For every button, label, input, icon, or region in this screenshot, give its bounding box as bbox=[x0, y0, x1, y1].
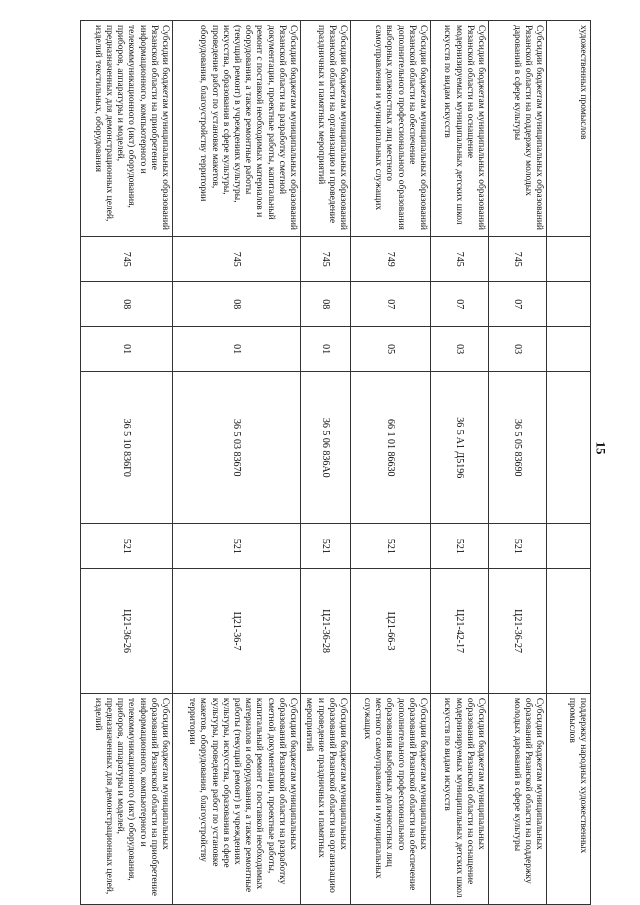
cell-grbs bbox=[547, 237, 591, 282]
cell-grbs: 745 bbox=[81, 237, 173, 282]
cell-desc: Субсидии бюджетам муниципальных образований Рязанской области на приобретение информационного, компьютерного и телекоммуникационного (икт) оборудования, приборов, аппаратуры и моделей, предназначенных для демонстрационных целей, изделий bbox=[81, 693, 173, 904]
table-row bbox=[489, 21, 547, 905]
cell-pr: 01 bbox=[81, 327, 173, 372]
table-row bbox=[173, 21, 301, 905]
cell-desc: Субсидии бюджетам муниципальных образований Рязанской области на организацию и проведение праздничных и памятных мероприятий bbox=[301, 693, 351, 904]
table-row bbox=[301, 21, 351, 905]
cell-pr: 03 bbox=[431, 327, 489, 372]
cell-name: Субсидии бюджетам муниципальных образований Рязанской области на приобретение информационного, компьютерного и телекоммуникационного (икт) оборудования, приборов, аппаратуры и моделей, предназначенных для демонстрационных целей, изделий текстильных, оборудования bbox=[81, 21, 173, 237]
table-row bbox=[351, 21, 431, 905]
cell-pr: 01 bbox=[173, 327, 301, 372]
cell-pr: 05 bbox=[351, 327, 431, 372]
cell-code: Ц21-36-28 bbox=[301, 569, 351, 694]
cell-vr: 521 bbox=[173, 524, 301, 569]
cell-name: Субсидии бюджетам муниципальных образований Рязанской области на оснащение модернизируемых муниципальных детских школ искусств по видам искусств bbox=[431, 21, 489, 237]
cell-pr: 01 bbox=[301, 327, 351, 372]
cell-vr: 521 bbox=[81, 524, 173, 569]
table-row bbox=[431, 21, 489, 905]
cell-name: Субсидии бюджетам муниципальных образований Рязанской области на обеспечение дополнительного профессионального образования выборных должностных лиц местного самоуправления и муниципальных служащих bbox=[351, 21, 431, 237]
cell-vr: 521 bbox=[351, 524, 431, 569]
cell-csr: 36 5 03 83670 bbox=[173, 372, 301, 524]
cell-rz: 08 bbox=[81, 282, 173, 327]
cell-grbs: 745 bbox=[489, 237, 547, 282]
cell-grbs: 745 bbox=[173, 237, 301, 282]
cell-csr: 66 1 01 86630 bbox=[351, 372, 431, 524]
cell-code: Ц21-36-26 bbox=[81, 569, 173, 694]
cell-rz: 07 bbox=[489, 282, 547, 327]
cell-vr: 521 bbox=[301, 524, 351, 569]
cell-csr bbox=[547, 372, 591, 524]
cell-code: Ц21-36-7 bbox=[173, 569, 301, 694]
cell-rz: 08 bbox=[173, 282, 301, 327]
cell-desc: Субсидии бюджетам муниципальных образований Рязанской области на разработку сметной документации, проектные работы, капитальный ремонт с поставкой необходимых материалов и оборудования, а также ремонтные работы (текущий ремонт) в учреждениях культуры, искусства, образования в сфере культуры, проведение работ по установке макетов, оборудования, благоустройству территории bbox=[173, 693, 301, 904]
cell-rz bbox=[547, 282, 591, 327]
rotated-page bbox=[81, 20, 591, 905]
cell-desc: Субсидии бюджетам муниципальных образований Рязанской области на поддержку молодых дарований в сфере культуры bbox=[489, 693, 547, 904]
cell-desc: Субсидии бюджетам муниципальных образований Рязанской области на оснащение модернизируемых муниципальных детских школ искусств по видам искусств bbox=[431, 693, 489, 904]
cell-pr: 03 bbox=[489, 327, 547, 372]
cell-vr bbox=[547, 524, 591, 569]
cell-code: Ц21-42-17 bbox=[431, 569, 489, 694]
cell-code: Ц21-66-3 bbox=[351, 569, 431, 694]
cell-grbs: 745 bbox=[301, 237, 351, 282]
cell-rz: 07 bbox=[351, 282, 431, 327]
cell-pr bbox=[547, 327, 591, 372]
cell-name: Субсидии бюджетам муниципальных образований Рязанской области на организацию и проведение праздничных и памятных мероприятий bbox=[301, 21, 351, 237]
cell-csr: 36 5 10 836Г0 bbox=[81, 372, 173, 524]
cell-code bbox=[547, 569, 591, 694]
cell-rz: 08 bbox=[301, 282, 351, 327]
cell-csr: 36 5 A1 Д5196 bbox=[431, 372, 489, 524]
cell-csr: 36 5 05 83690 bbox=[489, 372, 547, 524]
cell-grbs: 745 bbox=[431, 237, 489, 282]
cell-desc: поддержку народных художественных промыслов bbox=[547, 693, 591, 904]
table-row bbox=[547, 21, 591, 905]
page-number: 15 bbox=[593, 441, 609, 455]
table-row bbox=[81, 21, 173, 905]
cell-name: Субсидии бюджетам муниципальных образований Рязанской области на разработку сметной документации, проектные работы, капитальный ремонт с поставкой необходимых материалов и оборудования, а также ремонтные работы (текущий ремонт) в учреждениях культуры, искусства, образования в сфере культуры, проведение работ по установке макетов, оборудования, благоустройству территории bbox=[173, 21, 301, 237]
cell-vr: 521 bbox=[489, 524, 547, 569]
cell-csr: 36 5 06 836A0 bbox=[301, 372, 351, 524]
subsidy-table bbox=[80, 20, 591, 905]
cell-grbs: 749 bbox=[351, 237, 431, 282]
cell-rz: 07 bbox=[431, 282, 489, 327]
cell-desc: Субсидии бюджетам муниципальных образований Рязанской области на обеспечение дополнительного профессионального образования выборных должностных лиц местного самоуправления и муниципальных служащих bbox=[351, 693, 431, 904]
cell-vr: 521 bbox=[431, 524, 489, 569]
cell-name: художественных промыслов bbox=[547, 21, 591, 237]
cell-code: Ц21-36-27 bbox=[489, 569, 547, 694]
cell-name: Субсидии бюджетам муниципальных образований Рязанской области на поддержку молодых дарований в сфере культуры bbox=[489, 21, 547, 237]
